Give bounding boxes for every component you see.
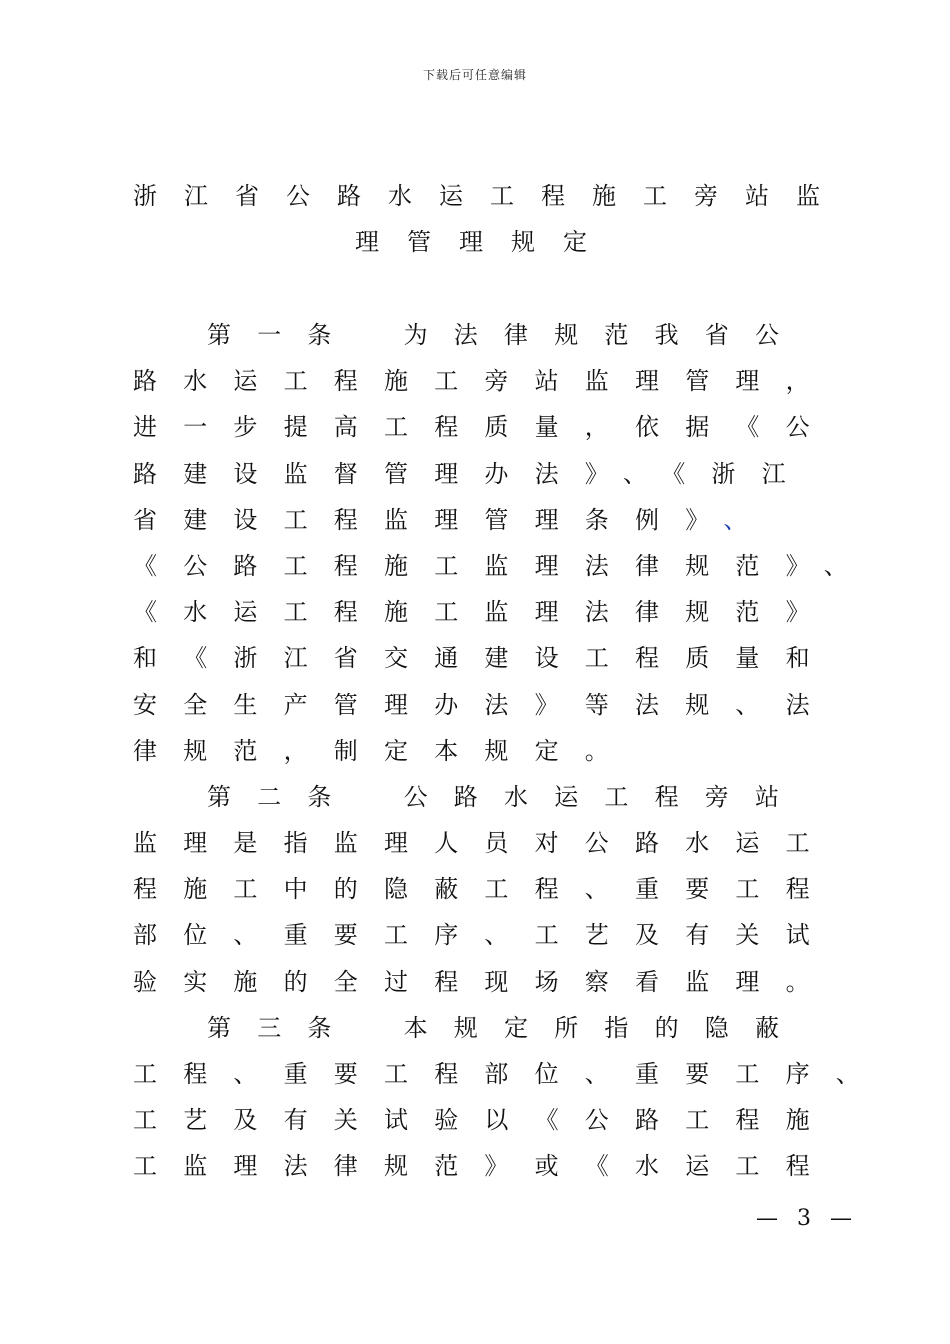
article-number: 第三条 xyxy=(207,1013,358,1042)
punctuation-mark: 、 xyxy=(723,505,774,534)
article-text: 公路水运工程旁站 xyxy=(403,782,806,811)
article-text: 为法律规范我省公 xyxy=(403,321,806,349)
body-line: 工监理法律规范》或《水运工程 xyxy=(133,1152,836,1181)
document-body xyxy=(133,312,886,1190)
article-2-heading-line xyxy=(133,774,853,820)
body-line xyxy=(133,497,853,543)
body-line: 监理是指监理人员对公路水运工 xyxy=(133,829,836,858)
body-line: 律规范，制定本规定。 xyxy=(133,736,635,765)
article-text: 本规定所指的隐蔽 xyxy=(403,1013,806,1042)
header-note: 下载后可任意编辑 xyxy=(422,68,527,82)
article-1-heading-line xyxy=(133,312,853,358)
document-title-line-1: 浙江省公路水运工程施工旁站监 xyxy=(133,182,847,210)
body-line: 安全生产管理办法》等法规、法 xyxy=(133,690,836,719)
article-number: 第二条 xyxy=(207,782,358,811)
body-line: 验实施的全过程现场察看监理。 xyxy=(133,967,836,996)
body-line: 《水运工程施工监理法律规范》 xyxy=(133,598,836,627)
body-line: 工程、重要工程部位、重要工序、 xyxy=(133,1060,886,1088)
article-3-heading-line xyxy=(133,1005,853,1051)
body-line: 进一步提高工程质量，依据《公 xyxy=(133,413,836,442)
article-number: 第一条 xyxy=(207,321,358,349)
document-title-line-2: 理管理规定 xyxy=(355,228,615,256)
body-line: 工艺及有关试验以《公路工程施 xyxy=(133,1106,836,1135)
body-line: 路建设监督管理办法》、《浙江 xyxy=(133,459,812,488)
page-number: — 3 — xyxy=(756,1206,858,1231)
body-line: 和《浙江省交通建设工程质量和 xyxy=(133,644,836,673)
body-line: 《公路工程施工监理法律规范》、 xyxy=(133,551,874,580)
body-line: 程施工中的隐蔽工程、重要工程 xyxy=(133,875,836,904)
body-line: 部位、重要工序、工艺及有关试 xyxy=(133,921,836,950)
body-line-text: 省建设工程监理管理条例》 xyxy=(133,505,724,534)
body-line: 路水运工程施工旁站监理管理， xyxy=(133,367,836,396)
